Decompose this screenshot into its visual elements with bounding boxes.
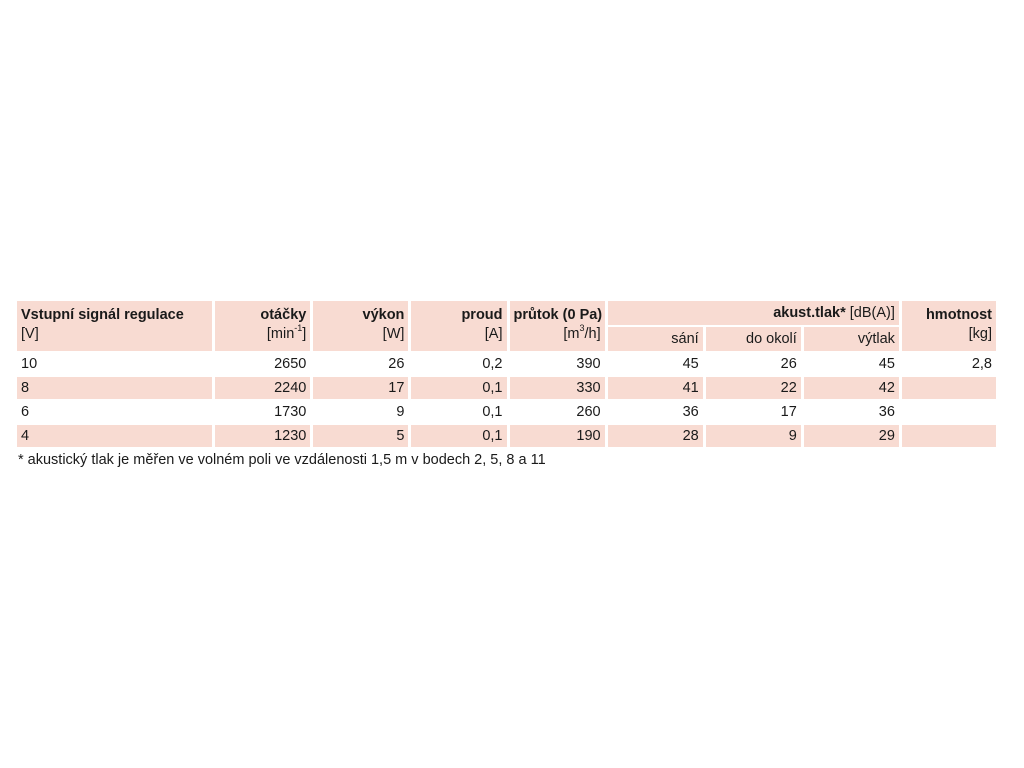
header-current-unit: [A] (484, 326, 503, 342)
cell-flow: 190 (510, 425, 605, 447)
cell-signal: 8 (17, 377, 212, 399)
table-row (17, 377, 996, 399)
cell-signal: 6 (17, 401, 212, 423)
cell-intake: 36 (608, 401, 703, 423)
cell-flow: 390 (510, 353, 605, 375)
header-power-unit: [W] (382, 326, 405, 342)
header-signal-title: Vstupní signál regulace (21, 307, 184, 323)
header-current (411, 301, 506, 351)
cell-power: 5 (313, 425, 408, 447)
header-rpm-unit: $[\min^{-1}]$ (266, 323, 307, 342)
table-row (17, 401, 996, 423)
cell-current: 0,1 (411, 425, 506, 447)
header-noise-outlet: výtlak (804, 327, 899, 351)
cell-weight (902, 377, 996, 399)
header-noise-title: akust.tlak* (773, 305, 846, 321)
cell-signal: 10 (17, 353, 212, 375)
table-row (17, 425, 996, 447)
footnote: * akustický tlak je měřen ve volném poli ve vzdálenosti 1,5 m v bodech 2, 5, 8 a 11 (18, 452, 546, 468)
cell-intake: 45 (608, 353, 703, 375)
cell-intake: 28 (608, 425, 703, 447)
cell-weight (902, 425, 996, 447)
cell-power: 26 (313, 353, 408, 375)
header-noise-ambient: do okolí (706, 327, 801, 351)
header-flow-unit: $[m^3/h]$ (563, 323, 601, 342)
cell-signal: 4 (17, 425, 212, 447)
table-row (17, 353, 996, 375)
cell-current: 0,1 (411, 401, 506, 423)
cell-ambient: 26 (706, 353, 801, 375)
header-rpm-title: otáčky (260, 307, 307, 323)
cell-rpm: 1730 (215, 401, 310, 423)
cell-current: 0,1 (411, 377, 506, 399)
cell-weight (902, 401, 996, 423)
cell-rpm: 2650 (215, 353, 310, 375)
header-weight (902, 301, 996, 351)
cell-ambient: 9 (706, 425, 801, 447)
header-power (313, 301, 408, 351)
header-signal (17, 301, 212, 351)
header-noise-unit: [dB(A)] (849, 305, 895, 321)
header-rpm (215, 301, 310, 351)
header-current-title: proud (461, 307, 503, 323)
cell-intake: 41 (608, 377, 703, 399)
cell-flow: 330 (510, 377, 605, 399)
cell-weight: 2,8 (902, 353, 996, 375)
cell-flow: 260 (510, 401, 605, 423)
header-power-title: výkon (362, 307, 405, 323)
cell-power: 17 (313, 377, 408, 399)
cell-ambient: 17 (706, 401, 801, 423)
header-noise (608, 301, 899, 325)
header-noise-intake: sání (608, 327, 703, 351)
cell-ambient: 22 (706, 377, 801, 399)
cell-current: 0,2 (411, 353, 506, 375)
cell-outlet: 45 (804, 353, 899, 375)
cell-rpm: 1230 (215, 425, 310, 447)
cell-power: 9 (313, 401, 408, 423)
header-signal-unit: [V] (21, 326, 39, 342)
header-weight-title: hmotnost (925, 307, 992, 323)
spec-table-container (17, 299, 1002, 449)
cell-outlet: 36 (804, 401, 899, 423)
header-flow (510, 301, 605, 351)
cell-rpm: 2240 (215, 377, 310, 399)
header-weight-unit: [kg] (968, 326, 992, 342)
cell-outlet: 42 (804, 377, 899, 399)
cell-outlet: 29 (804, 425, 899, 447)
header-row (17, 301, 996, 325)
header-flow-title: průtok (0 Pa) (513, 307, 603, 323)
spec-table (14, 299, 999, 449)
